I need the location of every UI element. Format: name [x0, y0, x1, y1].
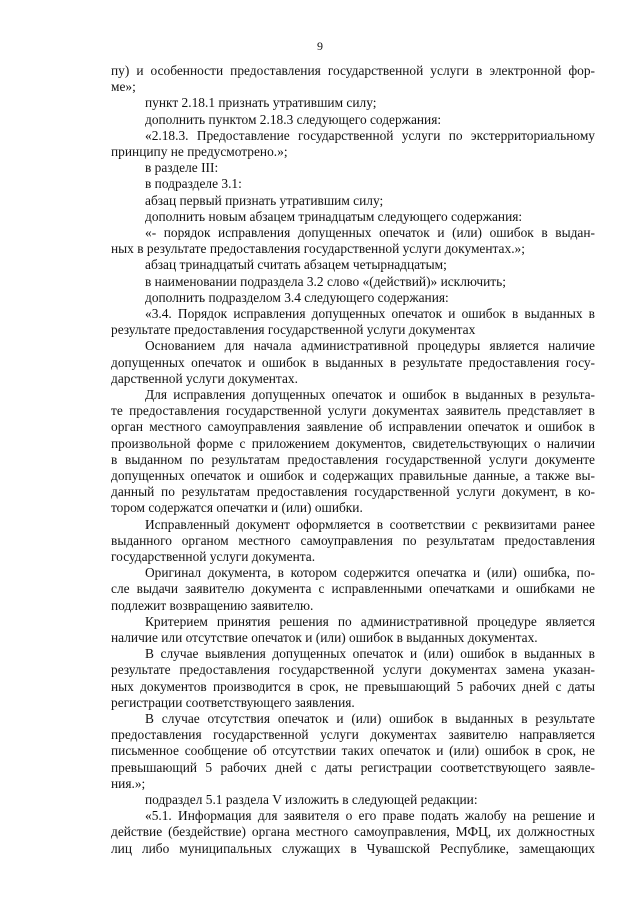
text-line: дополнить новым абзацем тринадцатым следующего содержания: [145, 208, 523, 224]
text-line: в выданном по результатам предоставления государственной услуги документе [111, 451, 595, 467]
text-line: ме»; [111, 79, 136, 95]
text-line: в подразделе 3.1: [145, 176, 242, 192]
text-line: те предоставления государственной услуги документах заявитель представляет в [111, 403, 595, 419]
text-line: «5.1. Информация для заявителя о его праве подать жалобу на решение и [145, 808, 595, 824]
text-line: в наименовании подраздела 3.2 слово «(действий)» исключить; [145, 273, 506, 289]
text-line: произвольной форме с приложением документов, свидетельствующих о наличии [111, 435, 595, 451]
text-line: допущенных опечаток и ошибок в выданных в результате предоставления госу- [111, 354, 595, 370]
text-line: Исправленный документ оформляется в соответствии с реквизитами ранее [145, 516, 595, 532]
text-line: предоставления государственной услуги документах заявителю направляется [111, 727, 595, 743]
text-line: пункт 2.18.1 признать утратившим силу; [145, 95, 377, 111]
page-number: 9 [317, 39, 323, 53]
text-line: государственной услуги документа. [111, 549, 316, 564]
text-line: Для исправления допущенных опечаток и ошибок в выданных в результа- [145, 387, 595, 402]
text-line: данный по результатам предоставления государственной услуги документ, в ко- [111, 484, 595, 500]
text-line: «3.4. Порядок исправления допущенных опечаток и ошибок в выданных в [145, 306, 595, 321]
text-line: Оригинал документа, в котором содержится опечатка и (или) ошибка, по- [145, 565, 595, 581]
text-line: дарственной услуги документах. [111, 370, 298, 386]
text-line: пу) и особенности предоставления государственной услуги в электронной фор- [111, 63, 595, 78]
text-line: превышающий 5 рабочих дней с даты регистрации соответствующего заявле- [111, 759, 595, 775]
text-line: выданного органом местного самоуправления по результатам предоставления [111, 532, 595, 548]
text-line: подраздел 5.1 раздела V изложить в следующей редакции: [145, 792, 478, 807]
text-line: результате предоставления государственной услуги документах замена указан- [111, 662, 595, 678]
text-line: лиц либо муниципальных служащих в Чувашской Республике, замещающих [111, 840, 595, 856]
text-line: В случае отсутствия опечаток и (или) ошибок в выданных в результате [145, 711, 595, 726]
text-line: дополнить подразделом 3.4 следующего содержания: [145, 289, 449, 305]
text-line: тором содержатся опечатки и (или) ошибки. [111, 500, 363, 516]
text-line: В случае выявления допущенных опечаток и (или) ошибок в выданных в [145, 646, 595, 662]
text-line: регистрации соответствующего заявления. [111, 694, 355, 710]
text-line: в разделе III: [145, 160, 219, 176]
text-line: ных в результате предоставления государственной услуги документах.»; [111, 241, 525, 257]
text-line: абзац тринадцатый считать абзацем четырнадцатым; [145, 257, 447, 273]
text-line: абзац первый признать утратившим силу; [145, 192, 384, 208]
text-line: ния.»; [111, 775, 146, 791]
text-line: сле выдачи заявителю документа с исправленными опечатками и ошибками не [111, 581, 595, 597]
text-line: «2.18.3. Предоставление государственной услуги по экстерриториальному [145, 127, 595, 143]
text-line: дополнить пунктом 2.18.3 следующего содержания: [145, 111, 442, 127]
text-line: действие (бездействие) органа местного самоуправления, МФЦ, их должностных [111, 824, 595, 840]
text-line: допущенных опечаток и ошибок и содержащих правильные данные, а также вы- [111, 468, 595, 483]
text-line: орган местного самоуправления заявление об исправлении опечаток и ошибок в [111, 419, 595, 435]
text-line: «- порядок исправления допущенных опечаток и (или) ошибок в выдан- [145, 225, 595, 240]
text-line: Основанием для начала административной процедуры является наличие [145, 338, 595, 354]
text-line: результате предоставления государственной услуги документах [111, 322, 476, 338]
text-line: ных документов производится в срок, не превышающий 5 рабочих дней с даты [111, 678, 595, 694]
text-line: принципу не предусмотрено.»; [111, 144, 288, 159]
text-line: Критерием принятия решения по административной процедуре является [145, 613, 595, 629]
text-line: наличие или отсутствие опечаток и (или) ошибок в выданных документах. [111, 630, 538, 645]
text-line: письменное сообщение об отсутствии таких опечаток и (или) ошибок в срок, не [111, 743, 595, 759]
text-line: подлежит возвращению заявителю. [111, 597, 314, 613]
